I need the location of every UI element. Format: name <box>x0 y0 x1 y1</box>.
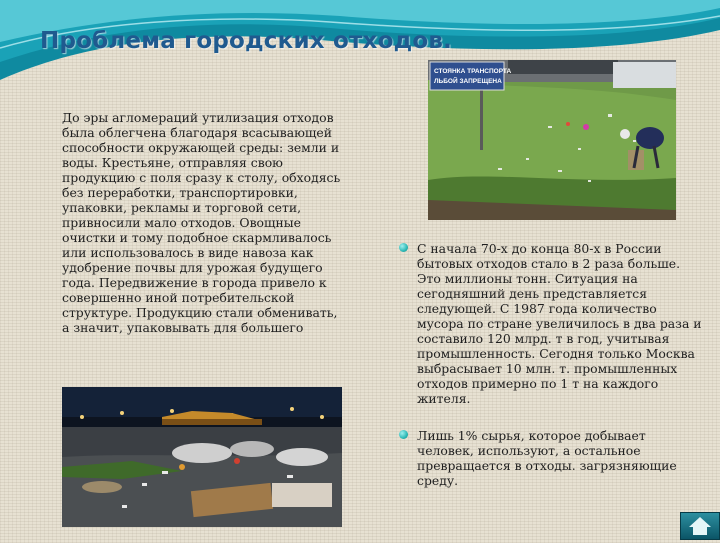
paragraph-1-text: До эры агломераций утилизация отходов была облегчена благодаря всасывающей способности окружающей среды: земли и воды. Крестьяне, отправляя свою продукцию с поля сразу к столу, обходясь без переработки, транспортировки, упаковки, рекламы и торговой сети, привносили мало отходов. Овощные очистки и тому подобное скармливалось или использовалось в виде навоза как удобрение почвы для урожая будущего года. Передвижение в города привело к совершенно иной потребительской структуре. Продукцию стали обменивать, а значит, упаковывать для большего <box>62 110 341 335</box>
slide-title: Проблема городских отходов. <box>40 28 453 54</box>
home-arrow-icon <box>681 513 719 539</box>
paragraph-pre-agglomeration <box>62 110 342 386</box>
sign-line-1: СТОЯНКА ТРАНСПОРТА <box>434 68 512 75</box>
sign-line-2: ЛЬБОЙ ЗАПРЕЩЕНА <box>434 78 502 85</box>
paragraph-raw-materials <box>417 428 703 488</box>
teal-bullet-icon <box>399 430 408 439</box>
photo-littered-lawn <box>428 60 676 220</box>
paragraph-3-text: Лишь 1% сырья, которое добывает человек, используют, а остальное превращается в отходы. загрязняющие среду. <box>417 428 677 488</box>
paragraph-russia-statistics <box>417 241 703 406</box>
paragraph-2-text: С начала 70-х до конца 80-х в России бытовых отходов стало в 2 раза больше. Это миллионы тонн. Ситуация на сегодняшний день представляется следующей. С 1987 года количество мусора по стране увеличилось в два раза и составило 120 млрд. т в год, учитывая промышленность. Сегодня только Москва выбрасывает 10 млн. т. промышленных отходов примерно по 1 т на каждого жителя. <box>417 241 702 406</box>
teal-bullet-icon <box>399 243 408 252</box>
photo-night-garbage <box>62 387 342 527</box>
next-slide-button[interactable] <box>680 512 720 540</box>
